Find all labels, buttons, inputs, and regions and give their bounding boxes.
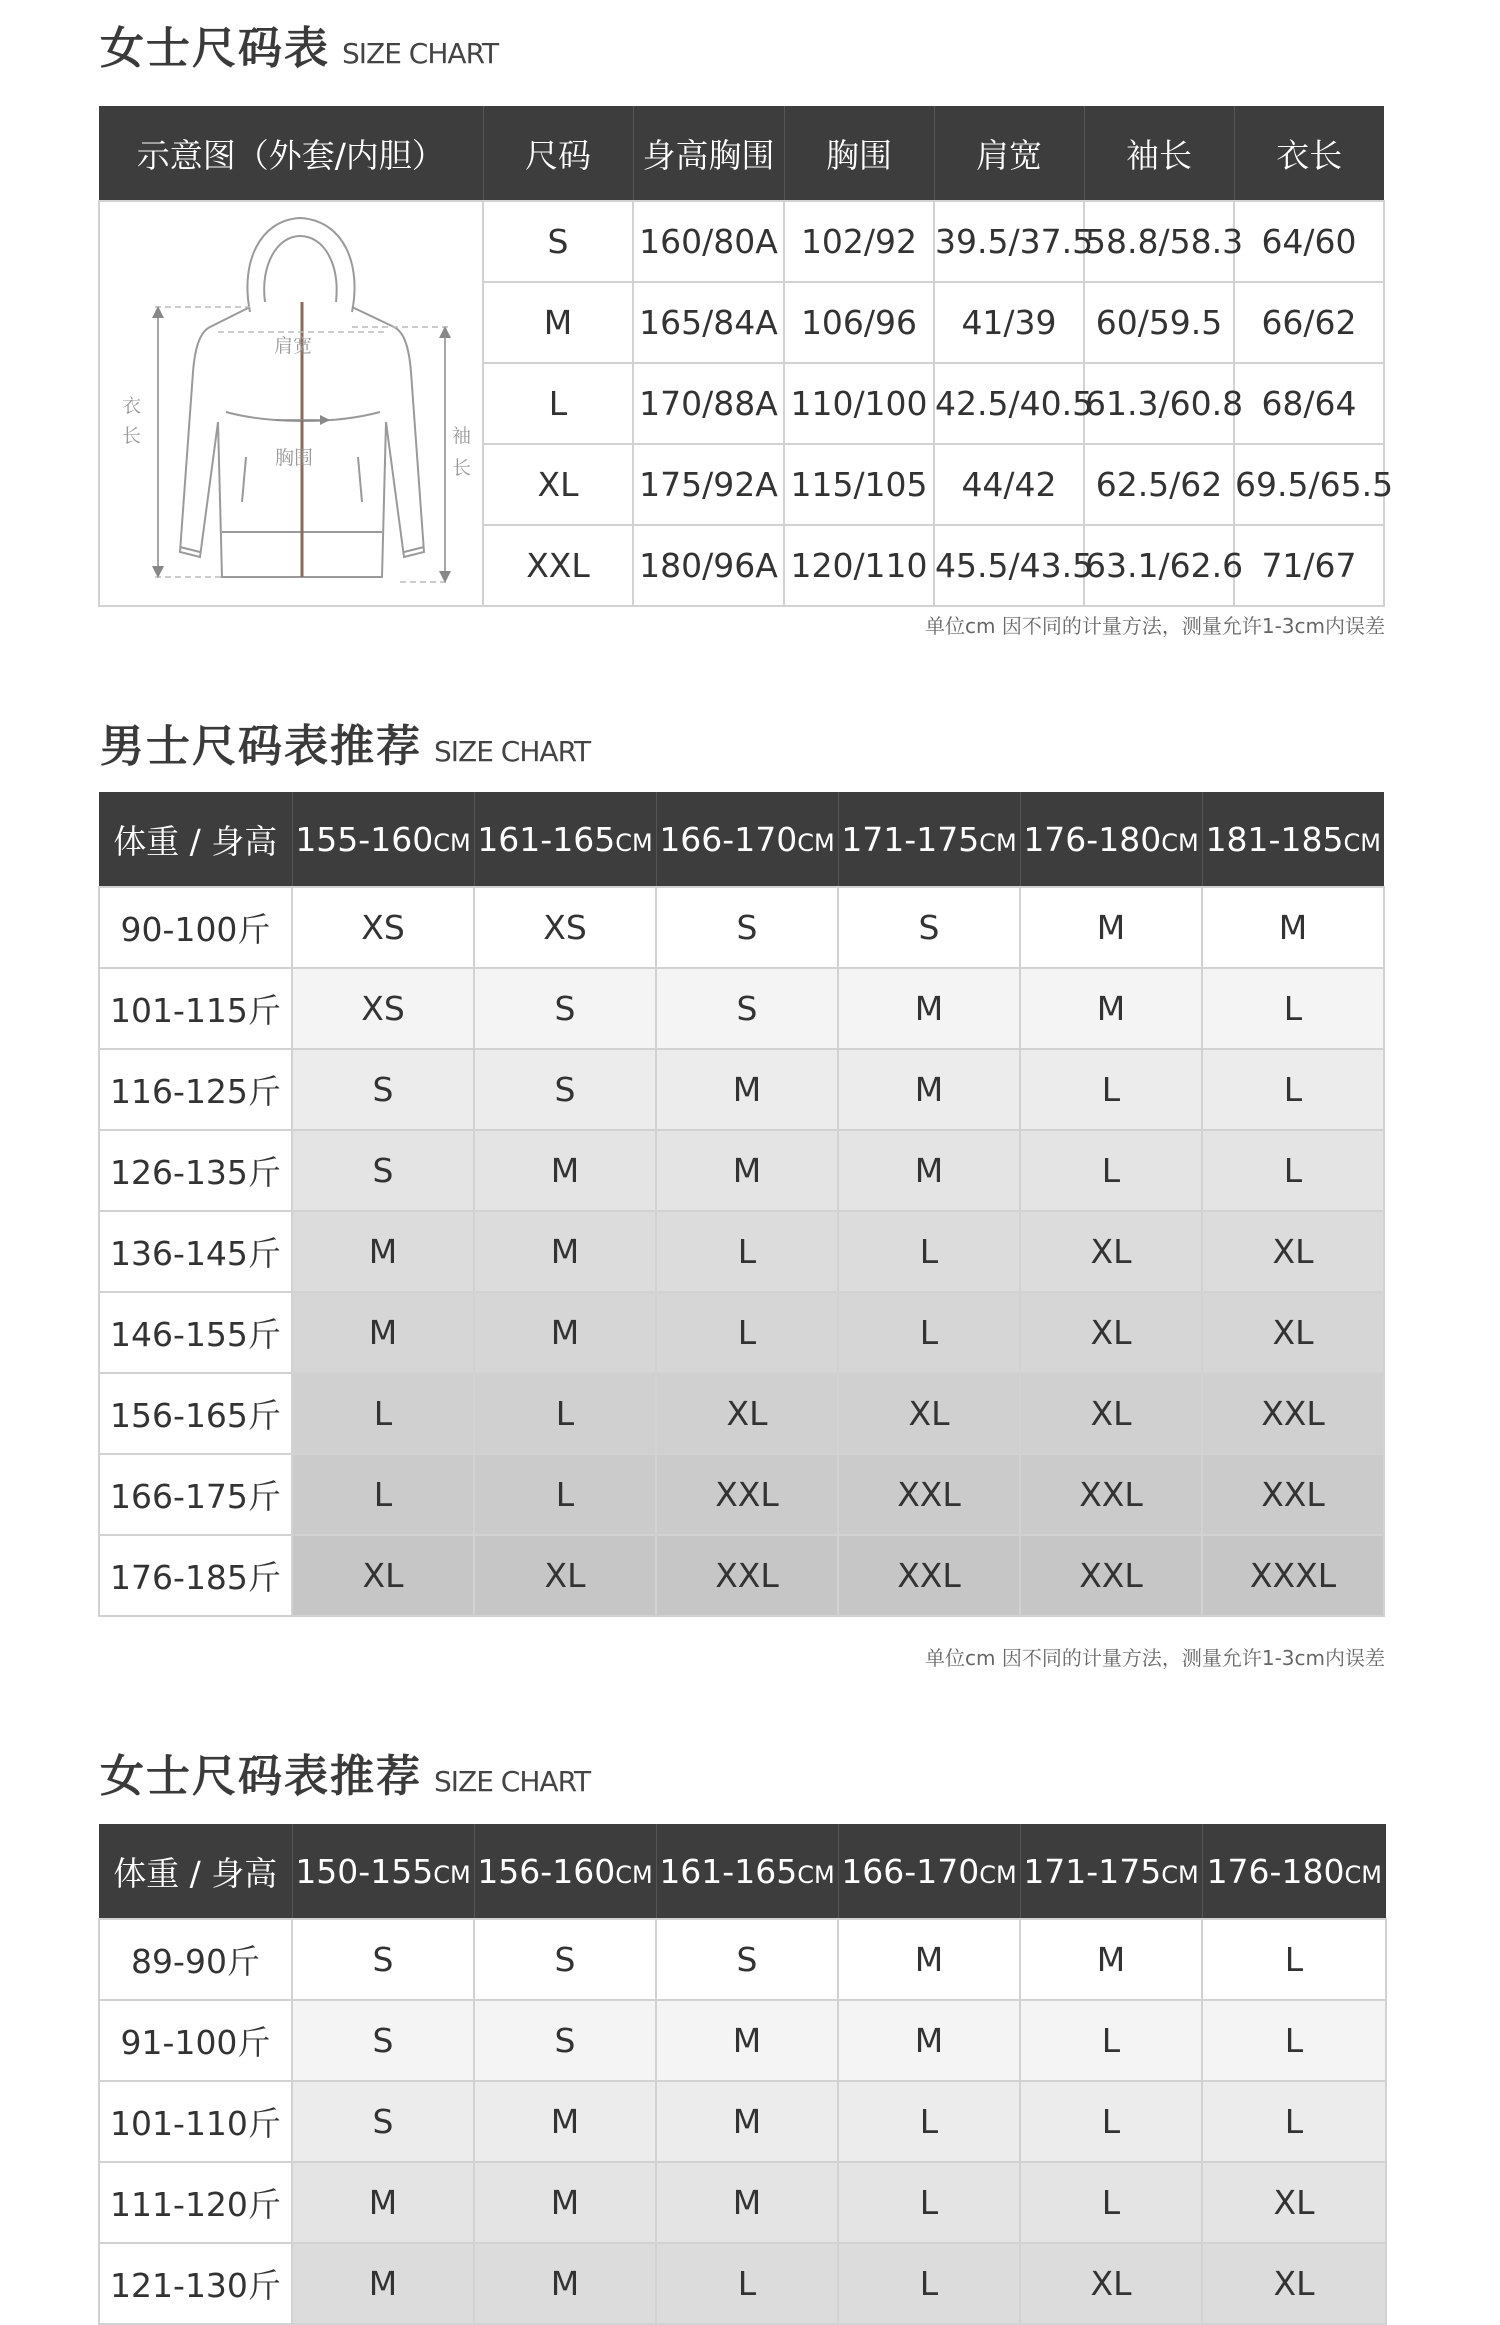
recommendation-row: [99, 2162, 1386, 2243]
measurement-cell: 66/62: [1234, 282, 1384, 363]
weight-range-cell: 101-110斤: [99, 2081, 292, 2162]
recommended-size-cell: L: [838, 1292, 1020, 1373]
recommendation-row: [99, 887, 1384, 968]
recommended-size-cell: L: [656, 2243, 838, 2324]
recommended-size-cell: XS: [474, 887, 656, 968]
recommendation-row: [99, 1211, 1384, 1292]
measurement-cell: 175/92A: [633, 444, 784, 525]
recommended-size-cell: M: [1202, 887, 1384, 968]
height-unit: CM: [797, 1860, 835, 1889]
recommended-size-cell: S: [474, 1049, 656, 1130]
measurement-cell: 106/96: [784, 282, 934, 363]
height-col-header: [292, 792, 474, 887]
corner-header: 体重 / 身高: [99, 792, 292, 887]
women-chart-note: 单位cm 因不同的计量方法，测量允许1-3cm内误差: [925, 614, 1385, 638]
height-range: 171-175: [841, 819, 980, 859]
height-unit: CM: [433, 1860, 471, 1889]
recommended-size-cell: L: [292, 1454, 474, 1535]
measurement-cell: 120/110: [784, 525, 934, 606]
recommended-size-cell: XL: [838, 1373, 1020, 1454]
height-col-header: [838, 792, 1020, 887]
recommended-size-cell: XXL: [656, 1535, 838, 1616]
recommended-size-cell: L: [1202, 968, 1384, 1049]
recommended-size-cell: M: [474, 1130, 656, 1211]
men-rec-note: 单位cm 因不同的计量方法，测量允许1-3cm内误差: [925, 1646, 1385, 1670]
weight-range-cell: 90-100斤: [99, 887, 292, 968]
recommended-size-cell: S: [292, 2081, 474, 2162]
recommendation-row: [99, 968, 1384, 1049]
recommended-size-cell: M: [474, 1292, 656, 1373]
measurement-cell: 58.8/58.3: [1084, 201, 1234, 282]
recommended-size-cell: XL: [1020, 1373, 1202, 1454]
height-unit: CM: [979, 1860, 1017, 1889]
women-chart-title-en: SIZE CHART: [342, 37, 499, 70]
recommended-size-cell: L: [292, 1373, 474, 1454]
recommended-size-cell: L: [838, 2081, 1020, 2162]
size-label-cell: XXL: [483, 525, 633, 606]
men-rec-title: [100, 710, 590, 774]
corner-header: 体重 / 身高: [99, 1824, 292, 1919]
weight-range-cell: 126-135斤: [99, 1130, 292, 1211]
diagram-label-length-1: 衣: [122, 395, 142, 417]
recommended-size-cell: L: [1020, 2081, 1202, 2162]
recommended-size-cell: XXL: [838, 1454, 1020, 1535]
women-size-col-header: 尺码: [483, 106, 633, 201]
height-unit: CM: [1161, 1860, 1199, 1889]
recommended-size-cell: M: [838, 968, 1020, 1049]
size-label-cell: S: [483, 201, 633, 282]
size-label-cell: M: [483, 282, 633, 363]
recommended-size-cell: L: [1020, 1130, 1202, 1211]
women-rec-title: [100, 1740, 590, 1804]
recommended-size-cell: XL: [1020, 1211, 1202, 1292]
measurement-cell: 61.3/60.8: [1084, 363, 1234, 444]
recommended-size-cell: M: [838, 1130, 1020, 1211]
recommended-size-cell: S: [474, 968, 656, 1049]
women-size-header-row: [99, 106, 1384, 201]
recommended-size-cell: XL: [656, 1373, 838, 1454]
measurement-cell: 41/39: [934, 282, 1084, 363]
recommended-size-cell: XL: [1020, 1292, 1202, 1373]
women-rec-title-en: SIZE CHART: [434, 1765, 591, 1798]
recommended-size-cell: XXL: [1202, 1373, 1384, 1454]
recommended-size-cell: XS: [292, 968, 474, 1049]
measurement-cell: 64/60: [1234, 201, 1384, 282]
diagram-label-length-2: 长: [122, 425, 142, 447]
recommendation-row: [99, 1535, 1384, 1616]
recommended-size-cell: M: [474, 1211, 656, 1292]
recommended-size-cell: M: [1020, 968, 1202, 1049]
height-col-header: [838, 1824, 1020, 1919]
height-col-header: [1202, 792, 1384, 887]
men-rec-title-en: SIZE CHART: [434, 735, 591, 768]
recommendation-row: [99, 2000, 1386, 2081]
weight-range-cell: 121-130斤: [99, 2243, 292, 2324]
jacket-diagram: [99, 201, 483, 606]
recommendation-row: [99, 1919, 1386, 2000]
height-unit: CM: [615, 828, 653, 857]
women-recommendation-table: [98, 1824, 1387, 2325]
measurement-cell: 180/96A: [633, 525, 784, 606]
height-unit: CM: [433, 828, 471, 857]
height-unit: CM: [1343, 828, 1381, 857]
recommended-size-cell: S: [474, 2000, 656, 2081]
recommended-size-cell: L: [1202, 2000, 1386, 2081]
measurement-cell: 63.1/62.6: [1084, 525, 1234, 606]
recommended-size-cell: XXXL: [1202, 1535, 1384, 1616]
diagram-label-sleeve-2: 长: [452, 457, 472, 479]
height-unit: CM: [979, 828, 1017, 857]
recommended-size-cell: XXL: [838, 1535, 1020, 1616]
measurement-cell: 69.5/65.5: [1234, 444, 1384, 525]
height-unit: CM: [1161, 828, 1199, 857]
recommended-size-cell: L: [838, 1211, 1020, 1292]
height-unit: CM: [1344, 1860, 1382, 1889]
height-col-header: [1020, 792, 1202, 887]
recommended-size-cell: M: [1020, 887, 1202, 968]
recommended-size-cell: M: [656, 1049, 838, 1130]
recommended-size-cell: S: [292, 1919, 474, 2000]
recommended-size-cell: S: [474, 1919, 656, 2000]
size-label-cell: L: [483, 363, 633, 444]
height-col-header: [292, 1824, 474, 1919]
recommended-size-cell: XL: [1202, 1211, 1384, 1292]
diagram-label-shoulder: 肩宽: [274, 335, 313, 357]
weight-range-cell: 166-175斤: [99, 1454, 292, 1535]
recommended-size-cell: XXL: [1020, 1454, 1202, 1535]
weight-range-cell: 146-155斤: [99, 1292, 292, 1373]
women-rec-title-cn: 女士尺码表推荐: [100, 1751, 422, 1802]
measurement-cell: 44/42: [934, 444, 1084, 525]
recommended-size-cell: M: [474, 2162, 656, 2243]
measurement-cell: 170/88A: [633, 363, 784, 444]
recommendation-row: [99, 2081, 1386, 2162]
recommendation-row: [99, 1130, 1384, 1211]
height-range: 166-170: [659, 819, 798, 859]
men-recommendation-table: [98, 792, 1385, 1617]
women-size-row: [99, 201, 1384, 282]
recommended-size-cell: M: [656, 2000, 838, 2081]
women-size-table: [98, 106, 1394, 607]
recommended-size-cell: L: [1202, 1130, 1384, 1211]
recommended-size-cell: XXL: [1020, 1535, 1202, 1616]
recommended-size-cell: M: [656, 1130, 838, 1211]
height-col-header: [474, 1824, 656, 1919]
recommended-size-cell: M: [838, 1919, 1020, 2000]
recommended-size-cell: L: [474, 1454, 656, 1535]
height-col-header: [474, 792, 656, 887]
recommended-size-cell: S: [292, 1049, 474, 1130]
women-size-col-header: 袖长: [1084, 106, 1234, 201]
measurement-cell: 160/80A: [633, 201, 784, 282]
weight-range-cell: 116-125斤: [99, 1049, 292, 1130]
height-col-header: [656, 1824, 838, 1919]
women-size-col-header: 肩宽: [934, 106, 1084, 201]
recommended-size-cell: L: [838, 2243, 1020, 2324]
recommended-size-cell: M: [474, 2243, 656, 2324]
women-chart-title: [100, 12, 498, 76]
women-size-col-header: 身高胸围: [633, 106, 784, 201]
weight-range-cell: 91-100斤: [99, 2000, 292, 2081]
recommended-size-cell: S: [656, 968, 838, 1049]
recommended-size-cell: XL: [1020, 2243, 1202, 2324]
height-range: 176-180: [1023, 819, 1162, 859]
height-range: 171-175: [1023, 1851, 1162, 1891]
recommended-size-cell: L: [838, 2162, 1020, 2243]
height-unit: CM: [797, 828, 835, 857]
recommended-size-cell: M: [838, 1049, 1020, 1130]
recommended-size-cell: M: [838, 2000, 1020, 2081]
men-rec-header-row: [99, 792, 1384, 887]
recommended-size-cell: M: [292, 2162, 474, 2243]
recommended-size-cell: S: [292, 1130, 474, 1211]
recommended-size-cell: L: [656, 1292, 838, 1373]
recommendation-row: [99, 1454, 1384, 1535]
measurement-cell: 45.5/43.5: [934, 525, 1084, 606]
measurement-cell: 102/92: [784, 201, 934, 282]
recommended-size-cell: M: [292, 2243, 474, 2324]
measurement-cell: 68/64: [1234, 363, 1384, 444]
height-range: 166-170: [841, 1851, 980, 1891]
weight-range-cell: 101-115斤: [99, 968, 292, 1049]
recommended-size-cell: L: [1202, 1919, 1386, 2000]
recommended-size-cell: XL: [474, 1535, 656, 1616]
weight-range-cell: 89-90斤: [99, 1919, 292, 2000]
jacket-outline-icon: [100, 202, 482, 597]
height-range: 161-165: [659, 1851, 798, 1891]
recommended-size-cell: XL: [292, 1535, 474, 1616]
height-range: 181-185: [1205, 819, 1344, 859]
measurement-cell: 39.5/37.5: [934, 201, 1084, 282]
height-range: 176-180: [1206, 1851, 1345, 1891]
women-chart-title-cn: 女士尺码表: [100, 23, 330, 74]
measurement-cell: 115/105: [784, 444, 934, 525]
recommended-size-cell: S: [656, 887, 838, 968]
recommendation-row: [99, 2243, 1386, 2324]
recommended-size-cell: M: [292, 1211, 474, 1292]
height-range: 161-165: [477, 819, 616, 859]
height-range: 150-155: [295, 1851, 434, 1891]
recommended-size-cell: L: [1020, 2000, 1202, 2081]
recommended-size-cell: M: [656, 2081, 838, 2162]
height-col-header: [1202, 1824, 1386, 1919]
measurement-cell: 165/84A: [633, 282, 784, 363]
measurement-cell: 110/100: [784, 363, 934, 444]
size-label-cell: XL: [483, 444, 633, 525]
recommended-size-cell: L: [656, 1211, 838, 1292]
recommended-size-cell: XXL: [1202, 1454, 1384, 1535]
height-col-header: [1020, 1824, 1202, 1919]
recommended-size-cell: L: [1020, 1049, 1202, 1130]
recommendation-row: [99, 1373, 1384, 1454]
weight-range-cell: 156-165斤: [99, 1373, 292, 1454]
men-rec-title-cn: 男士尺码表推荐: [100, 721, 422, 772]
measurement-cell: 60/59.5: [1084, 282, 1234, 363]
recommended-size-cell: M: [474, 2081, 656, 2162]
diagram-label-chest: 胸围: [275, 447, 314, 469]
recommended-size-cell: L: [474, 1373, 656, 1454]
women-size-col-header: 示意图（外套/内胆）: [99, 106, 483, 201]
recommended-size-cell: XL: [1202, 1292, 1384, 1373]
recommended-size-cell: S: [838, 887, 1020, 968]
recommended-size-cell: XXL: [656, 1454, 838, 1535]
recommendation-row: [99, 1049, 1384, 1130]
height-range: 156-160: [477, 1851, 616, 1891]
women-rec-header-row: [99, 1824, 1386, 1919]
height-col-header: [656, 792, 838, 887]
height-range: 155-160: [295, 819, 434, 859]
recommended-size-cell: M: [292, 1292, 474, 1373]
weight-range-cell: 111-120斤: [99, 2162, 292, 2243]
measurement-cell: 71/67: [1234, 525, 1384, 606]
recommended-size-cell: M: [1020, 1919, 1202, 2000]
diagram-label-sleeve-1: 袖: [452, 425, 472, 447]
recommended-size-cell: S: [292, 2000, 474, 2081]
recommended-size-cell: M: [656, 2162, 838, 2243]
weight-range-cell: 136-145斤: [99, 1211, 292, 1292]
recommended-size-cell: L: [1020, 2162, 1202, 2243]
recommended-size-cell: XL: [1202, 2162, 1386, 2243]
women-size-col-header: 衣长: [1234, 106, 1384, 201]
measurement-cell: 62.5/62: [1084, 444, 1234, 525]
recommended-size-cell: L: [1202, 2081, 1386, 2162]
recommended-size-cell: L: [1202, 1049, 1384, 1130]
recommended-size-cell: S: [656, 1919, 838, 2000]
recommended-size-cell: XS: [292, 887, 474, 968]
recommended-size-cell: XL: [1202, 2243, 1386, 2324]
measurement-cell: 42.5/40.5: [934, 363, 1084, 444]
weight-range-cell: 176-185斤: [99, 1535, 292, 1616]
women-size-col-header: 胸围: [784, 106, 934, 201]
height-unit: CM: [615, 1860, 653, 1889]
recommendation-row: [99, 1292, 1384, 1373]
